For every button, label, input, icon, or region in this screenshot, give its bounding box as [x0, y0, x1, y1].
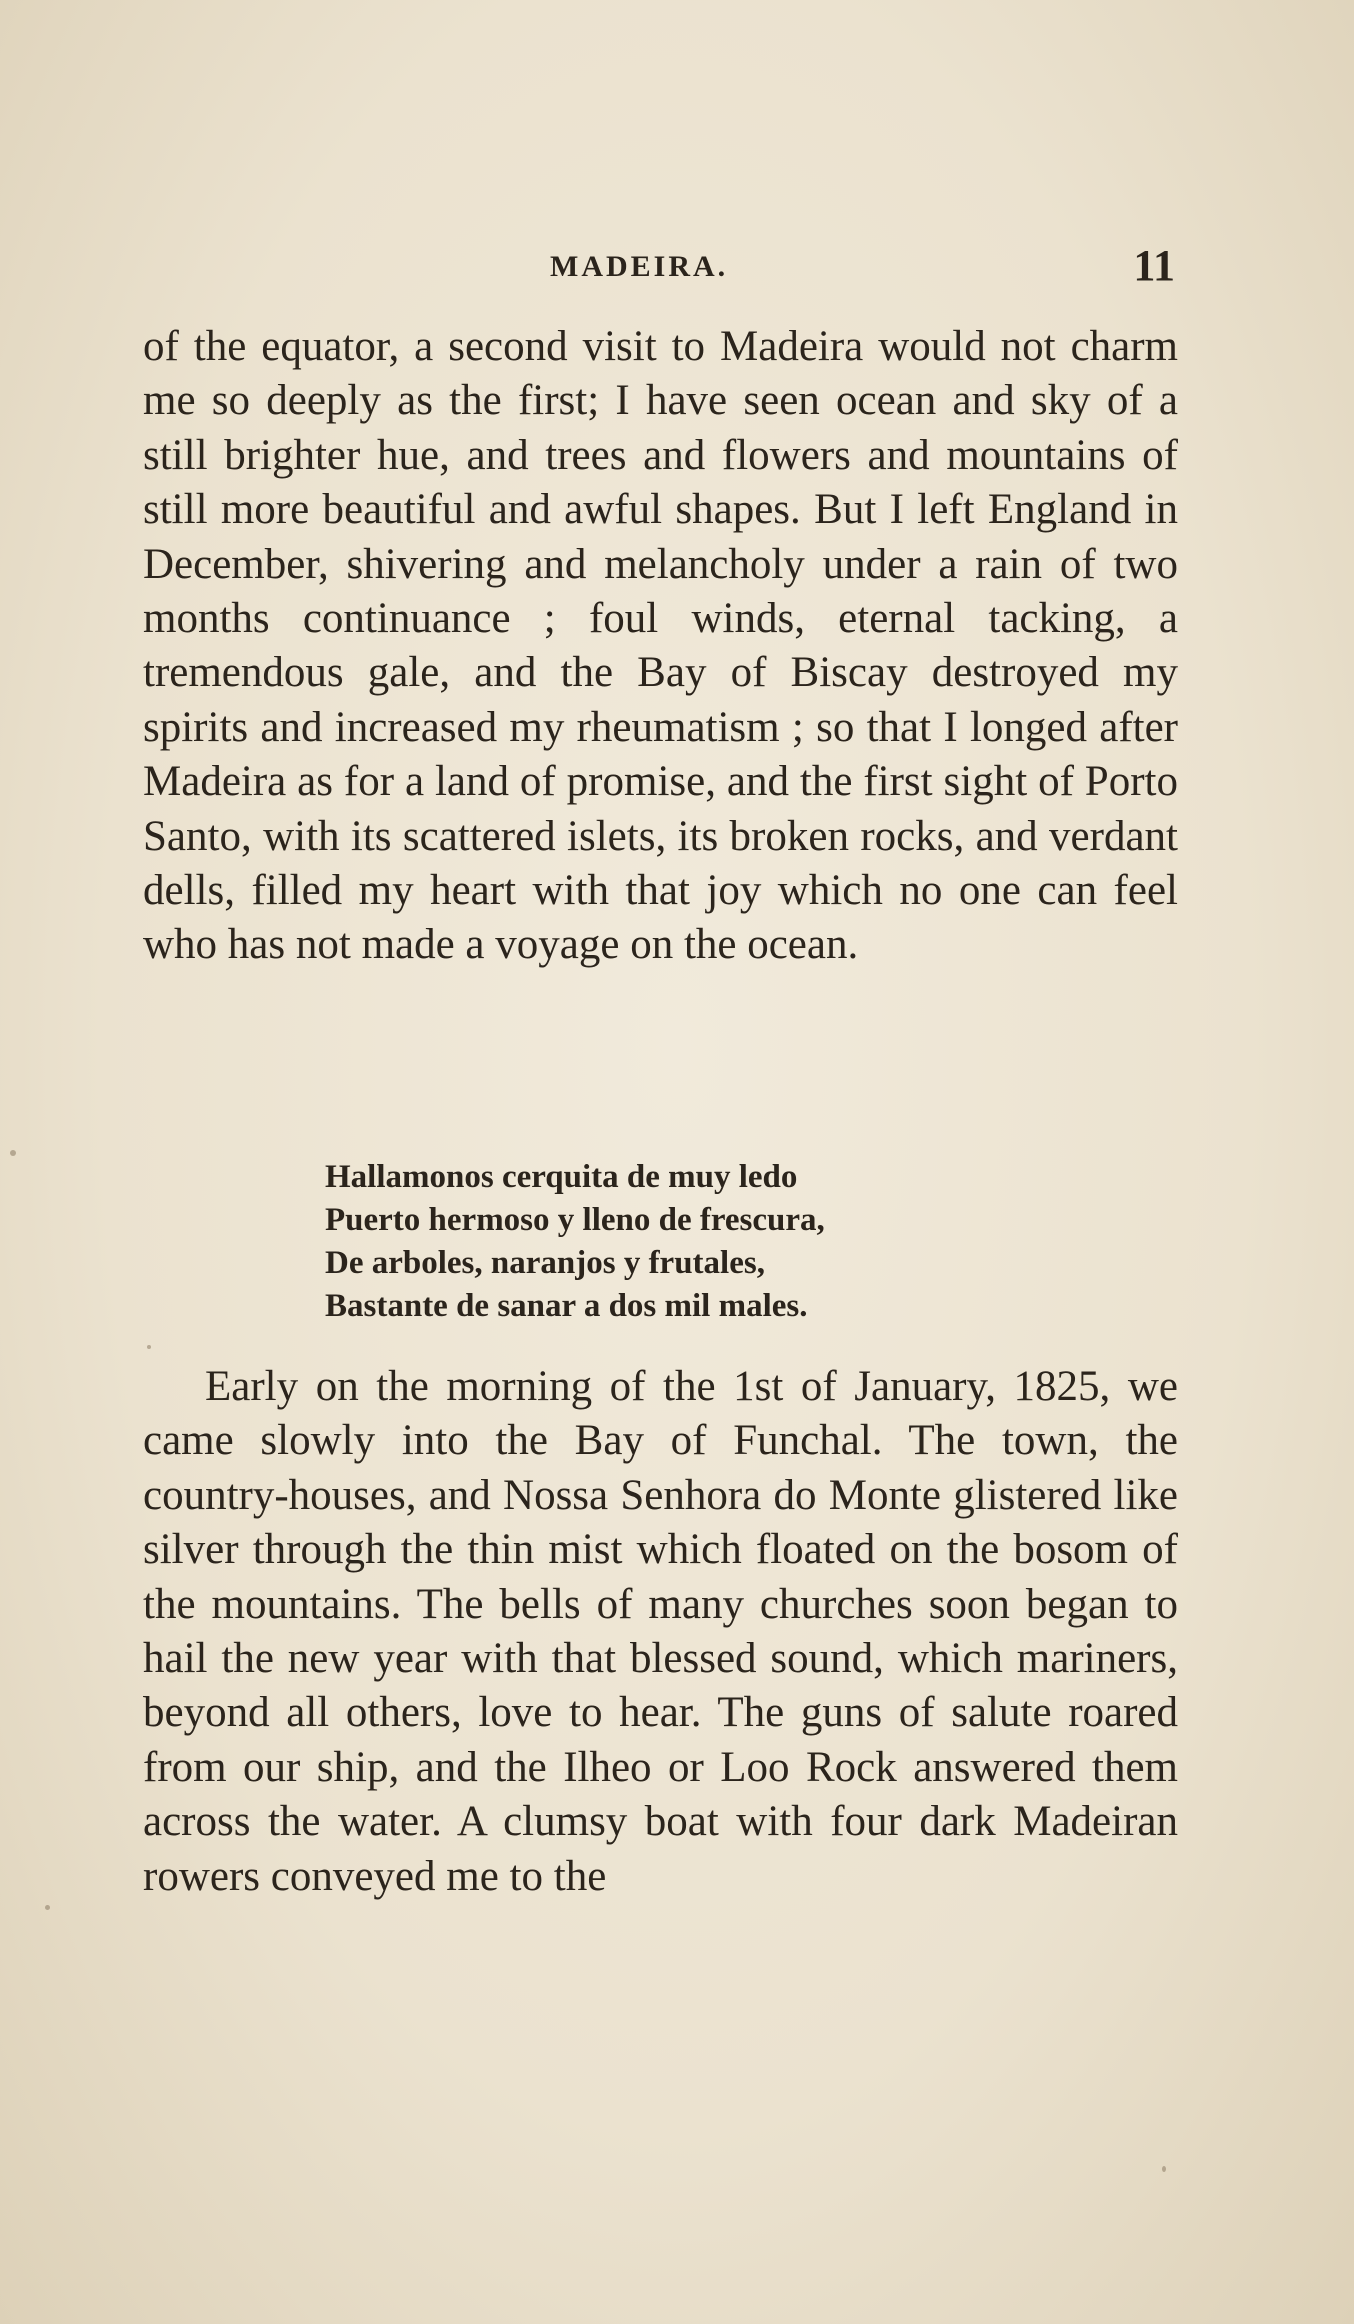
paragraph-block-2: [143, 1360, 1178, 1904]
paper-speck: [10, 1150, 16, 1156]
paragraph: Early on the morning of the 1st of January, 1825, we came slowly into the Bay of Funchal. The town, the country-houses, and Nossa Senhora do Monte glistered like silver through the thin mist which floated on the bosom of the mountains. The bells of many churches soon began to hail the new year with that blessed sound, which mariners, beyond all others, love to hear. The guns of salute roared from our ship, and the Ilheo or Loo Rock answered them across the water. A clumsy boat with four dark Madeiran rowers conveyed me to the: [143, 1363, 1178, 1900]
paper-speck: [45, 1905, 50, 1910]
page-number: 11: [1133, 241, 1175, 290]
verse-quotation: [325, 1156, 1125, 1328]
paper-speck: [147, 1345, 151, 1349]
paper-speck: [1162, 2166, 1166, 2172]
running-head: [145, 240, 1175, 290]
verse-line: Puerto hermoso y lleno de frescura,: [325, 1202, 825, 1238]
verse-line: Hallamonos cerquita de muy ledo: [325, 1159, 798, 1195]
paragraph-block-1: [143, 320, 1178, 973]
verse-line: Bastante de sanar a dos mil males.: [325, 1288, 808, 1324]
paragraph: of the equator, a second visit to Madeira would not charm me so deeply as the first; I have seen ocean and sky of a still brighter hue, and trees and flowers and mountains of still more beautiful and awful shapes. But I left England in December, shivering and melancholy under a rain of two months continuance ; foul winds, eternal tacking, a tremendous gale, and the Bay of Biscay destroyed my spirits and increased my rheumatism ; so that I longed after Madeira as for a land of promise, and the first sight of Porto Santo, with its scattered islets, its broken rocks, and verdant dells, filled my heart with that joy which no one can feel who has not made a voyage on the ocean.: [143, 323, 1178, 969]
verse-line: De arboles, naranjos y frutales,: [325, 1245, 765, 1281]
running-head-title: MADEIRA.: [550, 250, 729, 283]
